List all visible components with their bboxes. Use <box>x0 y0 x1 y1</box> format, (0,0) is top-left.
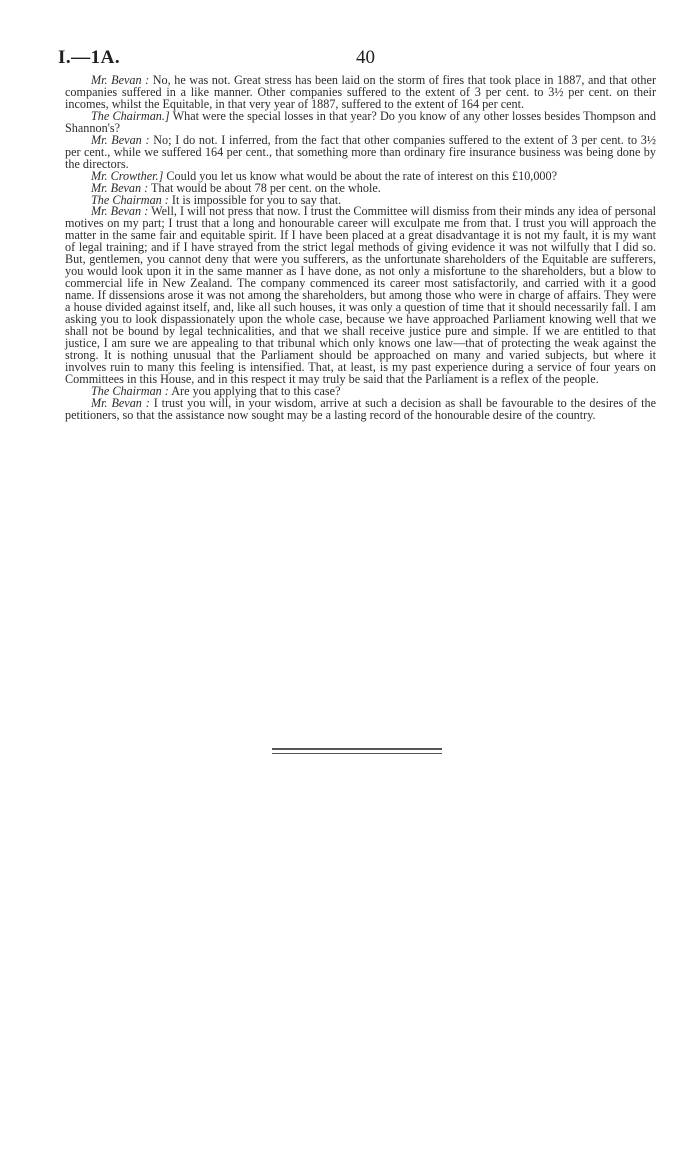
end-rule <box>272 748 442 754</box>
speaker-name: Mr. Bevan : <box>91 204 149 219</box>
document-body <box>65 75 656 422</box>
speaker-name: Mr. Bevan : <box>91 395 150 410</box>
paragraph-text: That would be about 78 per cent. on the whole. <box>148 180 381 195</box>
speaker-name: Mr. Bevan : <box>91 73 150 87</box>
paragraph <box>65 395 656 422</box>
paragraph-text: No; I do not. I inferred, from the fact that other companies suffered to the extent of 3 per cent. to 3½ per cent., while we suffered 164 per cent., that something more than ordinary fire insurance business was being done by the directors. <box>65 132 656 171</box>
paragraph-text: Well, I will not press that now. I trust the Committee will dismiss from their minds any idea of personal motives on my part; I trust that a long and honourable career will exculpate me from that. I trust you will approach the matter in the same fair and equitable spirit. If I have been placed at a great disadvantage it is not my fault, it is my want of legal training; and if I have strayed from the strict legal methods of giving evidence it was not wilfully that I did so. But, gentlemen, you cannot deny that were you sufferers, as the unfortunate shareholders of the Equitable are sufferers, you would look upon it in the same manner as I have done, as not only a misfortune to the shareholders, but a blow to commercial life in New Zealand. The company commenced its career most satisfactorily, and carried with it a good name. If dissensions arose it was not among the shareholders, but among those who were in charge of affairs. They were a house divided against itself, and, like all such houses, it was only a question of time that it should necessarily fall. I am asking you to look dispassionately upon the whole case, because we have approached Parliament knowing well that we shall not be bound by legal technicalities, and that we shall receive justice pure and simple. If we are entitled to that justice, I am sure we are appealing to that tribunal which only knows one law—that of protecting the weak against the strong. It is nothing unusual that the Parliament should be approached on many and varied subjects, but where it involves ruin to many this feeling is intensified. That, at least, is my past experience during a service of four years on Committees in this House, and in this respect it may truly be said that the Parliament is a reflex of the people. <box>65 204 656 386</box>
paragraph-text: Could you let us know what would be about the rate of interest on this £10,000? <box>163 168 558 183</box>
speaker-name: The Chairman : <box>91 383 169 398</box>
paragraph-text: No, he was not. Great stress has been laid on the storm of fires that took place in 1887, and that other companies suffered in a like manner. Other companies suffered to the extent of 3 per cent. to 3½ per cent. on their incomes, whilst the Equitable, in that very year of 1887, suffered to the extent of 164 per cent. <box>65 73 656 111</box>
paragraph-text: It is impossible for you to say that. <box>168 192 342 207</box>
paragraph <box>65 108 656 135</box>
speaker-name: Mr. Bevan : <box>91 132 150 147</box>
speaker-name: Mr. Crowther.] <box>91 168 164 183</box>
paragraph-text: I trust you will, in your wisdom, arrive at such a decision as shall be favourable to the desires of the petitioners, so that the assistance now sought may be a lasting record of the honourable desire of the country. <box>65 395 656 422</box>
paragraph <box>65 132 656 171</box>
speaker-name: The Chairman : <box>91 192 169 207</box>
paragraph <box>65 206 656 385</box>
paragraph <box>65 75 656 111</box>
paper-reference: I.—1A. <box>58 47 121 68</box>
paragraph-text: Are you applying that to this case? <box>168 383 341 398</box>
paragraph-text: What were the special losses in that year? Do you know of any other losses besides Thompson and Shannon's? <box>65 108 656 135</box>
speaker-name: Mr. Bevan : <box>91 180 149 195</box>
page-number: 40 <box>356 47 375 68</box>
speaker-name: The Chairman.] <box>91 108 170 123</box>
